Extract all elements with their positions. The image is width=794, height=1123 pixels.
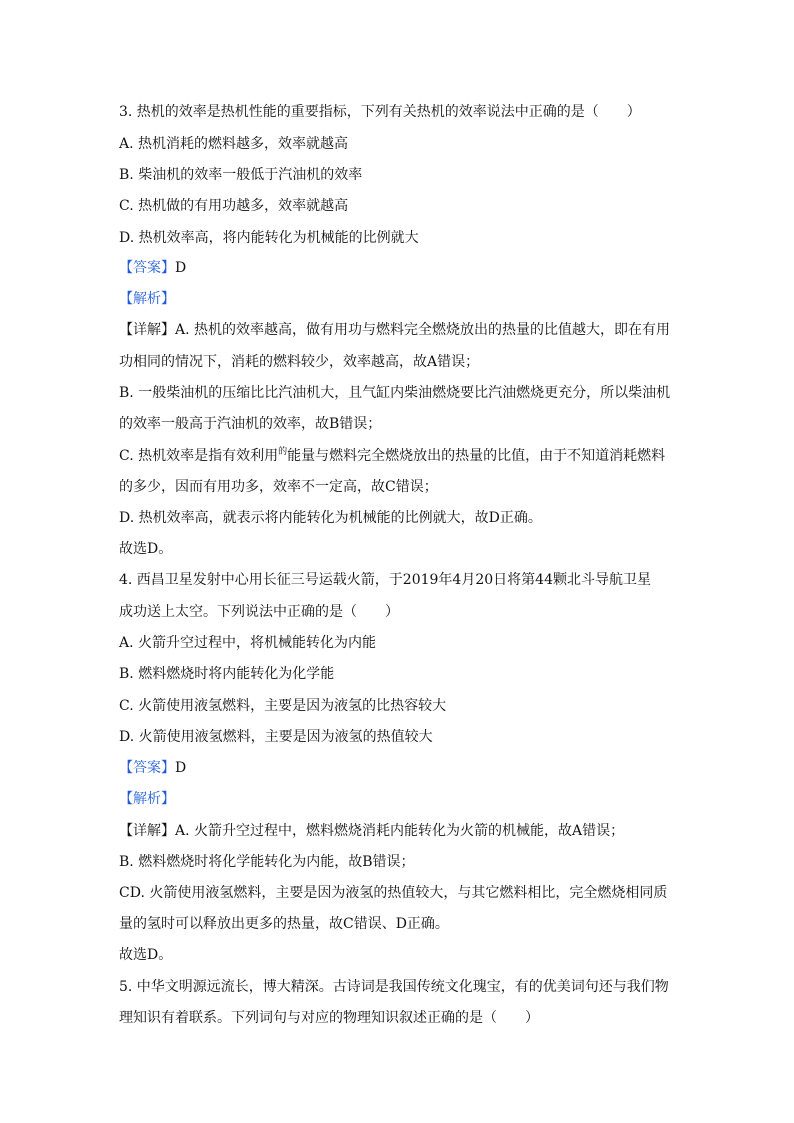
q3-analysis-label: 【解析】 [119,291,175,307]
q4-stem-line-2: 成功送上太空。下列说法中正确的是（ ） [119,604,399,620]
q4-detail-line-3: CD. 火箭使用液氢燃料，主要是因为液氢的热值较大，与其它燃料相比，完全燃烧相同质 [119,885,668,901]
q3-detail-line-3: B. 一般柴油机的压缩比比汽油机大，且气缸内柴油燃烧要比汽油燃烧更充分，所以柴油机 [119,385,671,401]
q4-detail-line-1: 【详解】A. 火箭升空过程中，燃料燃烧消耗内能转化为火箭的机械能，故A错误； [119,823,625,839]
q5-stem-line-1: 5. 中华文明源远流长，博大精深。古诗词是我国传统文化瑰宝，有的优美词句还与我们物 [119,979,669,995]
q3-option-c: C. 热机做的有用功越多，效率就越高 [119,198,349,214]
q3-conclusion: 故选D。 [119,541,173,557]
q4-option-c: C. 火箭使用液氢燃料，主要是因为液氢的比热容较大 [119,698,447,714]
q3-detail-c-line-2: 的多少，因而有用功多，效率不一定高，故C错误； [119,479,438,495]
q4-analysis-label: 【解析】 [119,791,175,807]
q4-conclusion: 故选D。 [119,947,173,963]
q4-option-a: A. 火箭升空过程中，将机械能转化为内能 [119,635,377,651]
detail-label: 【详解】 [119,823,175,839]
q4-answer [119,758,186,778]
q3-option-a: A. 热机消耗的燃料越多，效率就越高 [119,136,349,152]
answer-value: D [175,260,187,276]
q3-detail-line-1: 【详解】A. 热机的效率越高，做有用功与燃料完全燃烧放出的热量的比值越大，即在有用 [119,322,671,338]
q5-stem-line-2: 理知识有着联系。下列词句与对应的物理知识叙述正确的是（ ） [119,1010,539,1026]
superscript-char: 的 [278,447,288,457]
q4-detail-line-2: B. 燃料燃烧时将化学能转化为内能，故B错误； [119,854,415,870]
q4-option-b: B. 燃料燃烧时将内能转化为化学能 [119,666,335,682]
q3-detail-d-line: D. 热机效率高，就表示将内能转化为机械能的比例就大，故D正确。 [119,510,542,526]
detail-label: 【详解】 [119,322,175,338]
q3-detail-c-line: C. 热机效率是指有效利用$^的$能量与燃料完全燃烧放出的热量的比值，由于不知道消耗燃料 [119,447,666,464]
q4-stem-line-1: 4. 西昌卫星发射中心用长征三号运载火箭，于2019年4月20日将第44颗北斗导航卫星 [119,572,651,588]
answer-label: 【答案】 [119,760,175,776]
q3-option-d: D. 热机效率高，将内能转化为机械能的比例就大 [119,230,419,246]
q3-option-b: B. 柴油机的效率一般低于汽油机的效率 [119,167,363,183]
q4-detail-line-4: 量的氢时可以释放出更多的热量，故C错误、D正确。 [119,916,449,932]
q3-detail-line-2: 功相同的情况下，消耗的燃料较少，效率越高，故A错误； [119,354,480,370]
q3-answer [119,258,186,278]
q3-detail-line-4: 的效率一般高于汽油机的效率，故B错误； [119,416,382,432]
answer-value: D [175,760,187,776]
answer-label: 【答案】 [119,260,175,276]
q3-stem: 3. 热机的效率是热机性能的重要指标，下列有关热机的效率说法中正确的是（ ） [119,104,641,120]
q4-option-d: D. 火箭使用液氢燃料，主要是因为液氢的热值较大 [119,729,433,745]
